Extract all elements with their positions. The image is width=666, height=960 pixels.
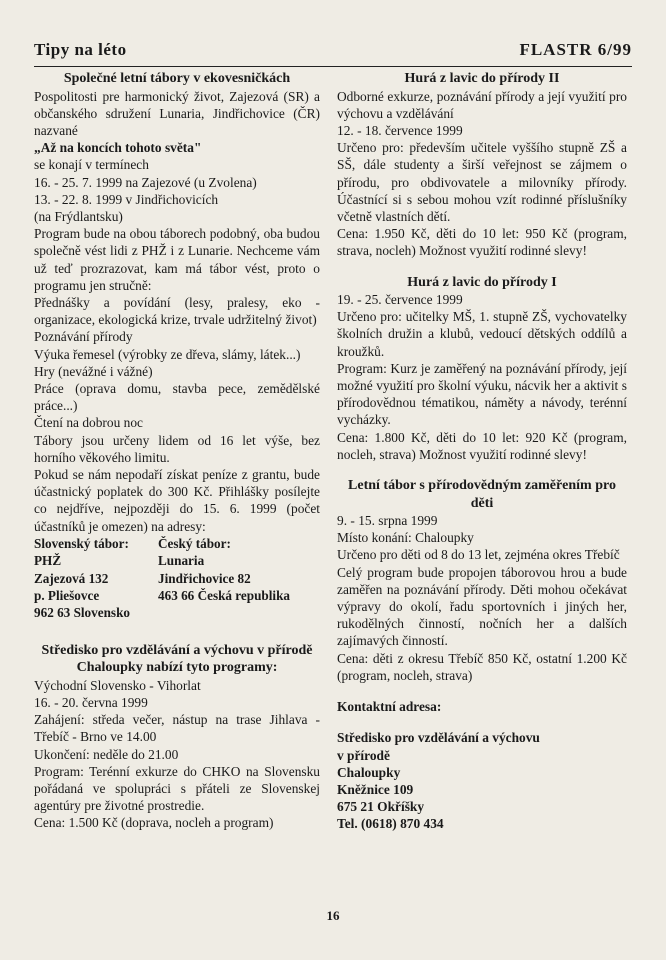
price-line: Cena: děti z okresu Třebíč 850 Kč, ostatní 1.200 Kč (program, nocleh, strava) [337, 650, 627, 683]
contact-phone: Tel. (0618) 870 434 [337, 816, 444, 832]
magazine-issue: FLASTR 6/99 [519, 40, 632, 59]
date-line: 19. - 25. července 1999 [337, 292, 463, 308]
date-line: 12. - 18. července 1999 [337, 122, 463, 138]
paragraph: Program bude na obou táborech podobný, oba budou společně vést lidi z PHŽ i z Lunarie. Nechceme vám už teď prozrazovat, kam má tábor vést, proto o programu jen stručně: [34, 226, 320, 293]
address-line: Jindřichovice 82 [158, 570, 251, 586]
article-heading: Hurá z lavic do přírody I [407, 274, 557, 290]
right-column [337, 70, 627, 833]
paragraph: Program: Kurz je zaměřený na poznávání přírody, její možné využití pro školní výuku, nácvik her a aktivit s přírodovědnou tématikou, náměty a návody, terénní vycházky. [337, 360, 627, 428]
date-line: 9. - 15. srpna 1999 [337, 513, 438, 529]
article-heading: Letní tábor s přírodovědným zaměřením pro děti [348, 478, 616, 511]
paragraph: Odborné exkurze, poznávání přírody a její využití pro výchovu a vzdělávání [337, 88, 627, 121]
contact-line: Chaloupky [337, 764, 401, 780]
price-line: Cena: 1.500 Kč (doprava, nocleh a program) [34, 815, 274, 831]
contact-line: Středisko pro vzdělávání a výchovu [337, 730, 540, 746]
price-line: Cena: 1.800 Kč, děti do 10 let: 920 Kč (program, nocleh, strava) Možnost využití rodinné slevy! [337, 429, 627, 462]
address-line: PHŽ [34, 553, 62, 569]
event-name: „Až na koncích tohoto světa" [34, 140, 202, 156]
paragraph: Zahájení: středa večer, nástup na trase Jihlava - Třebíč - Brno ve 14.00 [34, 712, 320, 745]
paragraph: Tábory jsou určeny lidem od 16 let výše, bez horního věkového limitu. [34, 432, 320, 465]
paragraph: Celý program bude propojen táborovou hrou a bude zaměřen na poznávání přírody. Děti mohou očekávat výpravy do okolí, řadu sportovních i jiných her, rukodělných činností, nočních her a dalších zajímavých činností. [337, 564, 627, 649]
address-line: Lunaria [158, 553, 205, 569]
address-line: Zajezová 132 [34, 570, 109, 586]
contact-line: v přírodě [337, 747, 390, 763]
address-line: Český tábor: [158, 535, 231, 551]
paragraph: Určeno pro: učitelky MŠ, 1. stupně ZŠ, vychovatelky školních družin a klubů, vedoucí dětských oddílů a kroužků. [337, 309, 627, 359]
paragraph: Poznávání přírody [34, 329, 133, 345]
paragraph: Čtení na dobrou noc [34, 415, 143, 431]
contact-line: 675 21 Okříšky [337, 799, 425, 815]
address-line: 962 63 Slovensko [34, 605, 130, 621]
date-line: 16. - 25. 7. 1999 na Zajezové (u Zvolena) [34, 174, 257, 190]
paragraph: Místo konání: Chaloupky [337, 530, 474, 546]
article-heading: Společné letní tábory v ekovesničkách [63, 71, 291, 86]
paragraph: Práce (oprava domu, stavba pece, zemědělské práce...) [34, 380, 320, 414]
paragraph: Určeno pro děti od 8 do 13 let, zejména okres Třebíč [337, 547, 620, 563]
paragraph: Výuka řemesel (výrobky ze dřeva, slámy, látek...) [34, 346, 301, 362]
left-column [34, 70, 320, 832]
address-line: 463 66 Česká republika [158, 588, 291, 603]
paragraph: (na Frýdlantsku) [34, 208, 123, 224]
price-line: Cena: 1.950 Kč, děti do 10 let: 950 Kč (program, strava, nocleh) Možnost využití rodinné slevy! [337, 226, 627, 259]
address-slovak [34, 535, 158, 622]
section-title: Tipy na léto [34, 40, 127, 59]
paragraph: Pospolitosti pre harmonický život, Zajezová (SR) a občanského sdružení Lunaria, Jindřichovice (ČR) nazvané [34, 88, 320, 138]
address-line: Slovenský tábor: [34, 535, 129, 551]
page-number: 16 [326, 908, 340, 923]
paragraph: se konají v termínech [34, 157, 149, 173]
date-line: 13. - 22. 8. 1999 v Jindřichovicích [34, 191, 219, 207]
address-table [34, 535, 320, 622]
address-czech [158, 535, 320, 622]
article-heading: Středisko pro vzdělávání a výchovu v přírodě Chaloupky nabízí tyto programy: [41, 642, 313, 676]
address-line: p. Pliešovce [34, 588, 100, 603]
paragraph: Přednášky a povídání (lesy, pralesy, eko - organizace, ekologická krize, trvale udržitelný život) [34, 294, 320, 328]
paragraph: Ukončení: neděle do 21.00 [34, 746, 179, 762]
contact-heading: Kontaktní adresa: [337, 699, 442, 715]
paragraph: Určeno pro: především učitele vyššího stupně ZŠ a SŠ, dále studenty a širší veřejnost se zájmem o přírodu, pro obdivovatele a milovníky přírody. Účastnící si s sebou mohou vzít rodinné příslušníky včetně vlastních dětí. [337, 140, 627, 224]
paragraph: Program: Terénní exkurze do CHKO na Slovensku pořádaná ve spolupráci s přáteli ze Slovenskej agentúry pre životné prostredie. [34, 763, 320, 814]
paragraph: Hry (nevážné i vážné) [34, 363, 153, 379]
paragraph: Východní Slovensko - Vihorlat [34, 677, 201, 693]
paragraph: Pokud se nám nepodaří získat peníze z grantu, bude účastnický poplatek do 300 Kč. Přihlášky posílejte co nejdříve, nejpozději do 15. 6. 1999 (počet účastníků je omezen) na adresy: [34, 466, 320, 534]
date-line: 16. - 20. června 1999 [34, 695, 148, 711]
contact-line: Kněžnice 109 [337, 781, 414, 797]
article-heading: Hurá z lavic do přírody II [404, 71, 560, 86]
page-header [34, 38, 632, 67]
